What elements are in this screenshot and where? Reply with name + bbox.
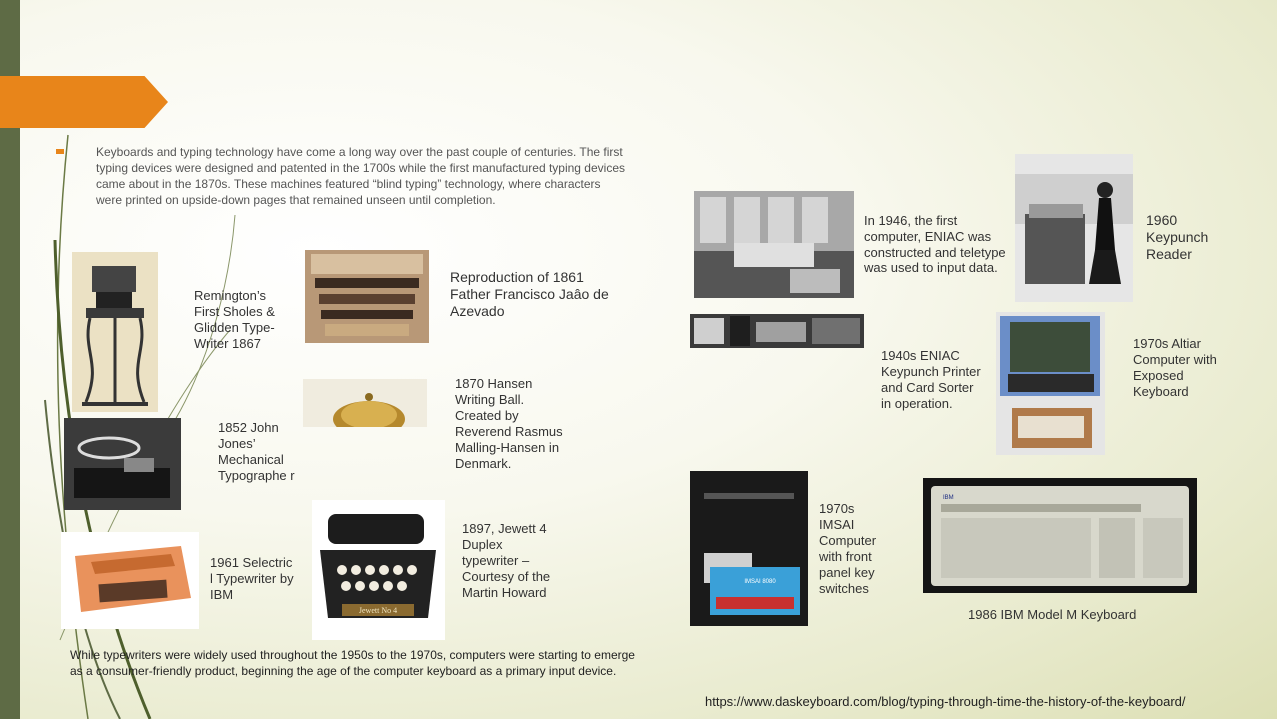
- imsai-box-text: IMSAI 8080: [744, 579, 776, 585]
- azevado-photo: [305, 250, 429, 343]
- eniac-photo: [694, 191, 854, 298]
- selectric-caption: 1961 Selectric l Typewriter by IBM: [210, 555, 294, 602]
- jones-photo: [64, 418, 181, 510]
- keypunch-reader-photo: [1015, 154, 1133, 302]
- jewett-photo: [312, 500, 445, 640]
- azevado-caption: Reproduction of 1861 Father Francisco Jaâo de Azevado: [450, 269, 609, 319]
- eniac-caption-line-2: computer, ENIAC was: [864, 229, 992, 244]
- hansen-photo: [303, 379, 427, 427]
- altair-photo: [996, 312, 1105, 455]
- eniac-caption-line-4: was used to input data.: [864, 260, 998, 275]
- keypunch-reader-caption: 1960 Keypunch Reader: [1146, 212, 1209, 262]
- imsai-caption: 1970s IMSAI Computer with front panel key switches: [819, 501, 877, 596]
- remington-caption: Remington’s First Sholes & Glidden Type-Writer 1867: [194, 288, 275, 351]
- altair-caption: 1970s Altiar Computer with Exposed Keyboard: [1133, 336, 1217, 399]
- jewett-caption: 1897, Jewett 4 Duplex typewriter – Courtesy of the Martin Howard: [462, 521, 551, 600]
- eniac-keypunch-caption: 1940s ENIAC Keypunch Printer and Card Sorter in operation.: [881, 348, 981, 411]
- eniac-caption-line-1: In 1946, the first: [864, 213, 958, 228]
- jones-caption: 1852 John Jones’ Mechanical Typographe r: [218, 420, 295, 483]
- ibm-model-m-photo: [923, 478, 1197, 593]
- intro-text: Keyboards and typing technology have come a long way over the past couple of centuries. The first typing devices were designed and patented in the 1700s while the first manufactured typing devices came about in the 1870s. These machines featured “blind typing” technology, where characters were printed on upside-down pages that remained unseen until completion.: [96, 145, 625, 207]
- jewett-plate-text: Jewett No 4: [358, 606, 398, 615]
- selectric-photo: [61, 532, 199, 629]
- title-arrow: [0, 76, 168, 128]
- hansen-caption: 1870 Hansen Writing Ball. Created by Reverend Rasmus Malling-Hansen in Denmark.: [455, 376, 563, 471]
- outro-text: While typewriters were widely used throughout the 1950s to the 1970s, computers were starting to emerge as a consumer-friendly product, beginning the age of the computer keyboard as a primary input device.: [70, 648, 635, 678]
- ibm-logo-text: IBM: [943, 495, 954, 501]
- model-m-caption: 1986 IBM Model M Keyboard: [968, 607, 1137, 622]
- eniac-keypunch-photo: [690, 314, 864, 348]
- imsai-photo: [690, 471, 808, 626]
- eniac-caption-line-3: constructed and teletype: [864, 245, 1006, 260]
- intro-bullet: [56, 149, 64, 154]
- source-link[interactable]: https://www.daskeyboard.com/blog/typing-through-time-the-history-of-the-keyboard/: [705, 694, 1186, 709]
- remington-photo: [72, 252, 158, 412]
